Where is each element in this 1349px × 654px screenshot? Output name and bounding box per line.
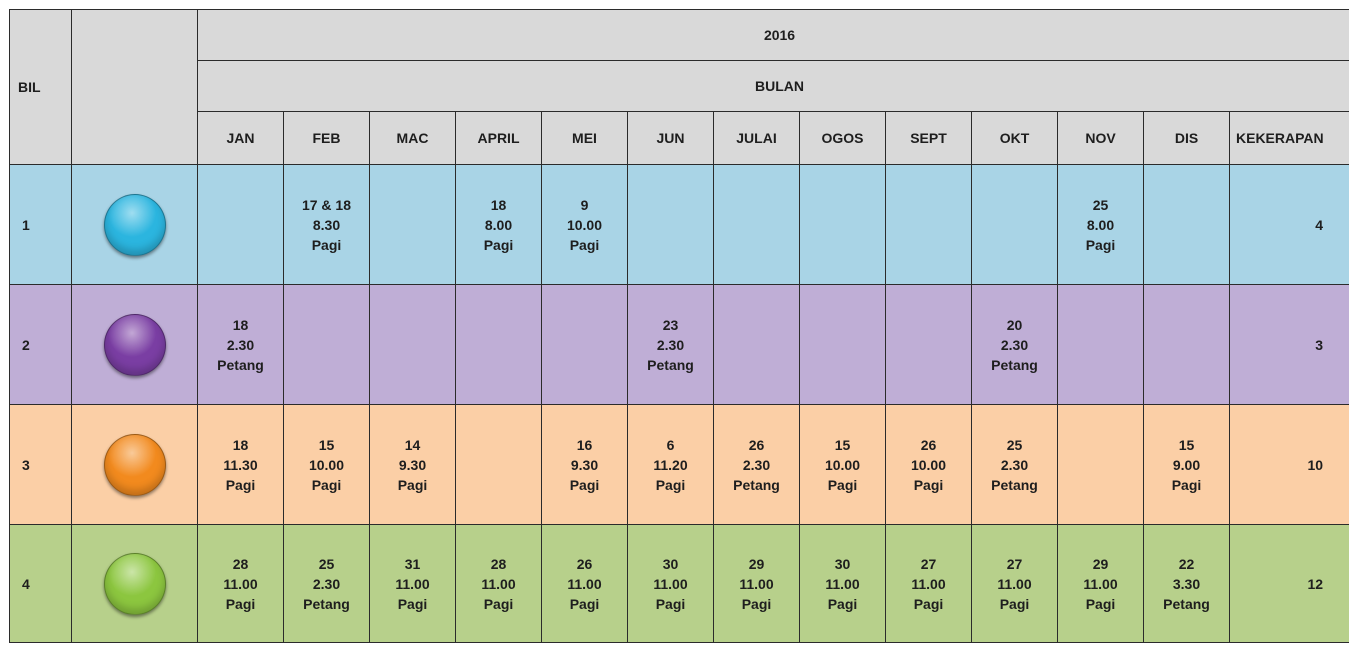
schedule-cell — [542, 285, 628, 405]
schedule-cell-line: 30 — [662, 555, 679, 572]
schedule-cell-line: 9 — [580, 196, 589, 213]
color-circle-icon — [104, 194, 166, 256]
schedule-cell — [714, 405, 800, 525]
schedule-cell-line: Pagi — [311, 236, 342, 253]
schedule-cell-line: Pagi — [655, 476, 686, 493]
table-row — [10, 165, 1349, 285]
indicator-cell — [72, 405, 198, 525]
schedule-cell — [800, 405, 886, 525]
schedule-cell — [284, 165, 370, 285]
schedule-cell-line: Pagi — [397, 476, 428, 493]
kekerapan-header: KEKERAPAN — [1230, 112, 1349, 165]
schedule-cell-line: Petang — [733, 476, 780, 493]
bil-header: BIL — [10, 10, 72, 165]
schedule-cell-line: 9.30 — [398, 456, 427, 473]
color-circle-icon — [104, 314, 166, 376]
schedule-cell-line: 16 — [576, 436, 593, 453]
schedule-cell-line: 23 — [662, 316, 679, 333]
schedule-cell-line: 28 — [490, 555, 507, 572]
schedule-cell-line: 15 — [1178, 436, 1195, 453]
schedule-cell-line: 25 — [1006, 436, 1023, 453]
month-header: APRIL — [456, 112, 542, 165]
schedule-cell — [198, 525, 284, 643]
schedule-cell-line: 20 — [1006, 316, 1023, 333]
schedule-cell-line: 27 — [920, 555, 937, 572]
schedule-cell-line: 10.00 — [910, 456, 947, 473]
schedule-cell-line: Pagi — [1171, 476, 1202, 493]
schedule-cell-line: 3.30 — [1172, 575, 1201, 592]
indicator-cell — [72, 525, 198, 643]
schedule-cell — [628, 525, 714, 643]
table-row — [10, 285, 1349, 405]
schedule-cell — [886, 165, 972, 285]
schedule-cell — [1058, 405, 1144, 525]
schedule-cell — [1144, 285, 1230, 405]
schedule-cell — [800, 285, 886, 405]
schedule-cell-line: 22 — [1178, 555, 1195, 572]
schedule-cell — [370, 165, 456, 285]
schedule-cell — [886, 405, 972, 525]
schedule-cell-line: Pagi — [569, 476, 600, 493]
header-row-bulan — [10, 61, 1349, 112]
schedule-cell-line: 18 — [490, 196, 507, 213]
schedule-cell-line: 28 — [232, 555, 249, 572]
indicator-cell — [72, 165, 198, 285]
bil-number: 3 — [10, 405, 72, 525]
schedule-cell-line: 2.30 — [656, 336, 685, 353]
schedule-cell-line: 11.00 — [481, 575, 516, 592]
schedule-cell-line: 11.00 — [997, 575, 1032, 592]
month-header: FEB — [284, 112, 370, 165]
schedule-cell — [628, 285, 714, 405]
schedule-cell-line: 9.00 — [1172, 456, 1201, 473]
schedule-cell — [542, 525, 628, 643]
schedule-table — [9, 9, 1349, 643]
schedule-cell-line: Pagi — [483, 595, 514, 612]
schedule-cell-line: 17 & 18 — [301, 196, 352, 213]
schedule-cell — [284, 525, 370, 643]
schedule-cell-line: Petang — [647, 356, 694, 373]
schedule-cell — [714, 165, 800, 285]
schedule-cell-line: Pagi — [483, 236, 514, 253]
table-row — [10, 405, 1349, 525]
schedule-cell-line: 2.30 — [1000, 336, 1029, 353]
header-row-year — [10, 10, 1349, 61]
schedule-cell-line: 11.00 — [825, 575, 860, 592]
schedule-cell-line: 29 — [1092, 555, 1109, 572]
month-header: OKT — [972, 112, 1058, 165]
schedule-cell-line: 30 — [834, 555, 851, 572]
schedule-cell-line: 8.00 — [1086, 216, 1115, 233]
schedule-cell-line: 2.30 — [742, 456, 771, 473]
month-header: DIS — [1144, 112, 1230, 165]
bil-number: 2 — [10, 285, 72, 405]
schedule-cell-line: 8.30 — [312, 216, 341, 233]
schedule-cell-line: Pagi — [827, 595, 858, 612]
kekerapan-value: 12 — [1230, 525, 1349, 643]
year-header: 2016 — [198, 10, 1349, 61]
schedule-cell-line: Pagi — [1085, 236, 1116, 253]
schedule-cell-line: 6 — [666, 436, 675, 453]
indicator-header — [72, 10, 198, 165]
schedule-cell — [284, 405, 370, 525]
schedule-cell — [1058, 525, 1144, 643]
month-header: MEI — [542, 112, 628, 165]
schedule-cell-line: Petang — [991, 476, 1038, 493]
schedule-cell-line: Pagi — [311, 476, 342, 493]
schedule-cell — [370, 285, 456, 405]
bil-number: 1 — [10, 165, 72, 285]
schedule-cell-line: Pagi — [827, 476, 858, 493]
month-header: JULAI — [714, 112, 800, 165]
schedule-cell-line: 10.00 — [308, 456, 345, 473]
schedule-cell-line: Petang — [991, 356, 1038, 373]
schedule-cell-line: Pagi — [569, 595, 600, 612]
schedule-cell — [284, 285, 370, 405]
month-header: SEPT — [886, 112, 972, 165]
schedule-cell — [198, 405, 284, 525]
month-header: JAN — [198, 112, 284, 165]
schedule-cell-line: 27 — [1006, 555, 1023, 572]
schedule-cell-line: 18 — [232, 316, 249, 333]
schedule-cell — [370, 405, 456, 525]
schedule-cell — [456, 165, 542, 285]
schedule-cell-line: 11.00 — [395, 575, 430, 592]
schedule-cell — [1058, 165, 1144, 285]
schedule-cell — [800, 525, 886, 643]
schedule-cell-line: Petang — [1163, 595, 1210, 612]
schedule-cell-line: 11.00 — [739, 575, 774, 592]
schedule-cell-line: 15 — [318, 436, 335, 453]
schedule-cell — [1144, 405, 1230, 525]
schedule-cell-line: Pagi — [741, 595, 772, 612]
schedule-cell — [886, 525, 972, 643]
schedule-cell-line: Pagi — [655, 595, 686, 612]
schedule-cell — [1058, 285, 1144, 405]
schedule-cell — [456, 405, 542, 525]
schedule-cell-line: 11.00 — [1083, 575, 1118, 592]
kekerapan-value: 10 — [1230, 405, 1349, 525]
kekerapan-value: 4 — [1230, 165, 1349, 285]
schedule-cell — [628, 165, 714, 285]
bil-number: 4 — [10, 525, 72, 643]
schedule-cell — [972, 405, 1058, 525]
schedule-cell — [714, 525, 800, 643]
schedule-cell-line: 25 — [318, 555, 335, 572]
month-header: MAC — [370, 112, 456, 165]
schedule-cell-line: Pagi — [569, 236, 600, 253]
schedule-cell — [800, 165, 886, 285]
schedule-cell — [972, 165, 1058, 285]
schedule-cell-line: 18 — [232, 436, 249, 453]
schedule-cell-line: 10.00 — [566, 216, 603, 233]
schedule-cell-line: 11.20 — [653, 456, 688, 473]
schedule-cell — [542, 165, 628, 285]
month-header: NOV — [1058, 112, 1144, 165]
schedule-cell — [456, 285, 542, 405]
schedule-cell-line: 11.00 — [567, 575, 602, 592]
schedule-cell-line: 31 — [404, 555, 421, 572]
schedule-cell-line: Pagi — [225, 476, 256, 493]
schedule-cell — [886, 285, 972, 405]
schedule-cell-line: Pagi — [397, 595, 428, 612]
schedule-cell-line: Pagi — [913, 595, 944, 612]
schedule-cell — [972, 285, 1058, 405]
color-circle-icon — [104, 434, 166, 496]
schedule-cell — [972, 525, 1058, 643]
schedule-cell-line: 11.00 — [911, 575, 946, 592]
schedule-cell-line: 8.00 — [484, 216, 513, 233]
month-header: OGOS — [800, 112, 886, 165]
schedule-cell-line: 2.30 — [226, 336, 255, 353]
schedule-cell-line: 15 — [834, 436, 851, 453]
schedule-cell-line: 11.00 — [223, 575, 258, 592]
color-circle-icon — [104, 553, 166, 615]
schedule-cell-line: 29 — [748, 555, 765, 572]
schedule-cell-line: Pagi — [1085, 595, 1116, 612]
schedule-cell-line: 11.30 — [223, 456, 258, 473]
schedule-cell-line: 2.30 — [1000, 456, 1029, 473]
schedule-cell — [198, 285, 284, 405]
schedule-cell-line: 26 — [576, 555, 593, 572]
schedule-cell — [456, 525, 542, 643]
schedule-cell-line: 25 — [1092, 196, 1109, 213]
schedule-cell-line: 26 — [920, 436, 937, 453]
schedule-cell-line: 9.30 — [570, 456, 599, 473]
schedule-cell — [1144, 525, 1230, 643]
schedule-cell-line: 14 — [404, 436, 421, 453]
schedule-cell — [628, 405, 714, 525]
schedule-cell-line: 2.30 — [312, 575, 341, 592]
month-header: JUN — [628, 112, 714, 165]
schedule-cell — [542, 405, 628, 525]
schedule-cell-line: Pagi — [999, 595, 1030, 612]
table-row — [10, 525, 1349, 643]
schedule-cell — [198, 165, 284, 285]
schedule-cell — [1144, 165, 1230, 285]
schedule-cell — [714, 285, 800, 405]
schedule-cell-line: Pagi — [225, 595, 256, 612]
schedule-cell-line: Pagi — [913, 476, 944, 493]
kekerapan-value: 3 — [1230, 285, 1349, 405]
schedule-cell-line: 26 — [748, 436, 765, 453]
schedule-cell-line: 11.00 — [653, 575, 688, 592]
bulan-header: BULAN — [198, 61, 1349, 112]
schedule-cell-line: Petang — [217, 356, 264, 373]
schedule-body — [10, 165, 1349, 643]
schedule-cell-line: 10.00 — [824, 456, 861, 473]
indicator-cell — [72, 285, 198, 405]
schedule-cell — [370, 525, 456, 643]
header-row-months — [10, 112, 1349, 165]
schedule-cell-line: Petang — [303, 595, 350, 612]
